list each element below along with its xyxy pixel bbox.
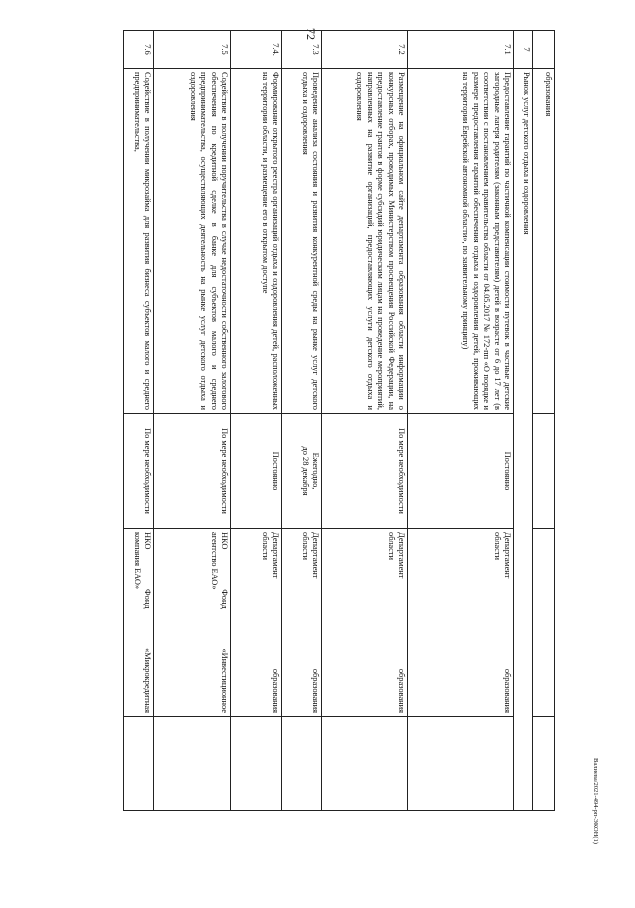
activity-text: Размещение на официальном сайте департамента образования области информации о конкурсных отборах, проводимых Министерством просвещения Российской Федерации, на предоставление грантов в форме субсидий юридическим лицам на проведение мероприятий, направленных на развитие организаций, предоставляющих услуги детского отдыха и оздоровления [322,69,408,414]
term-text: По мере необходимости [322,414,408,529]
executor-text: образования [503,668,512,713]
row-number: 7.5 [154,31,231,69]
cell-result [282,717,322,811]
executor-text: образования [271,668,280,713]
executor-text: области [386,532,396,560]
cell-executor [533,529,555,717]
executor-text: образования [311,668,320,713]
table-row [124,31,154,811]
executor-text: компания ЕАО» [132,532,142,590]
cell-result [124,717,154,811]
row-number: 7.4. [231,31,282,69]
row-number: 7.3 [282,31,322,69]
section-row [514,31,533,811]
row-number: 7.1 [408,31,514,69]
executor-text: Департамент [503,532,512,579]
row-number: 7.6 [124,31,154,69]
executor-text: области [260,532,270,560]
action-plan-table [123,30,555,811]
cell-result [322,717,408,811]
executor-text: Фонд [143,589,152,609]
term-text: По мере необходимости [154,414,231,529]
executor-cell [322,529,408,717]
activity-text: Проведение анализа состояния и развития конкурентной среды на рынке услуг детского отдыха и оздоровления [282,69,322,414]
activity-text: Предоставление гарантий по частичной компенсации стоимости путевок в частные детские загородные лагеря родителям (законным представителям) детей в возрасте от 6 до 17 лет (в соответствии с постановлением правительства области от 04.05.2017 № 172-пп «О порядке и размере предоставления гарантий обеспечения отдыха и оздоровления детей, проживающих на территории Еврейской автономной области», по заявительному принципу) [408,69,514,414]
section-number: 7 [514,31,533,69]
executor-cell [282,529,322,717]
cell-number [533,31,555,69]
table-row [408,31,514,811]
executor-cell [231,529,282,717]
executor-cell [124,529,154,717]
table-row [322,31,408,811]
cell-activity: образования [533,69,555,414]
executor-text: области [492,532,502,560]
page-number: 72 [304,28,318,40]
term-cell [282,414,322,529]
term-text: Постоянно [231,414,282,529]
cell-result [408,717,514,811]
term-text: до 28 декабря [300,446,310,496]
row-number: 7.2 [322,31,408,69]
executor-cell [408,529,514,717]
table-row [231,31,282,811]
executor-text: НКО [220,532,229,550]
executor-text: Департамент [397,532,406,579]
rotated-page-content [55,30,555,810]
term-text: Постоянно [408,414,514,529]
executor-text: агентство ЕАО» [209,532,219,590]
term-text: По мере необходимости [124,414,154,529]
cell-term [533,414,555,529]
activity-text: Содействие в получении микрозайма для развития бизнеса субъектов малого и среднего предпринимательства, [124,69,154,414]
executor-cell [154,529,231,717]
executor-text: «Инвестиционное [220,648,229,713]
document-code: Валиева/2021-494-рп-ЭКОН(1) [592,758,599,844]
cell-result [154,717,231,811]
executor-text: «Микрокредитная [143,648,152,713]
table-row-continuation [533,31,555,811]
table-row [282,31,322,811]
cell-result [533,717,555,811]
cell-result [231,717,282,811]
executor-text: образования [397,668,406,713]
table-row [154,31,231,811]
activity-text: Формирование открытого реестра организаций отдыха и оздоровления детей, расположенных на территории области, и размещение его в открытом доступе [231,69,282,414]
executor-text: НКО [143,532,152,550]
executor-text: Фонд [220,589,229,609]
term-text: Ежегодно, [311,452,320,490]
executor-text: Департамент [271,532,280,579]
executor-text: области [300,532,310,560]
section-title: Рынок услуг детского отдыха и оздоровления [514,69,533,811]
executor-text: Департамент [311,532,320,579]
activity-text: Содействие в получении поручительства в случае недостаточности собственного залогового обеспечения по кредитной сделке в банке для субъектов малого и среднего предпринимательства, осуществляющих деятельность на рынке услуг детского отдыха и оздоровления [154,69,231,414]
